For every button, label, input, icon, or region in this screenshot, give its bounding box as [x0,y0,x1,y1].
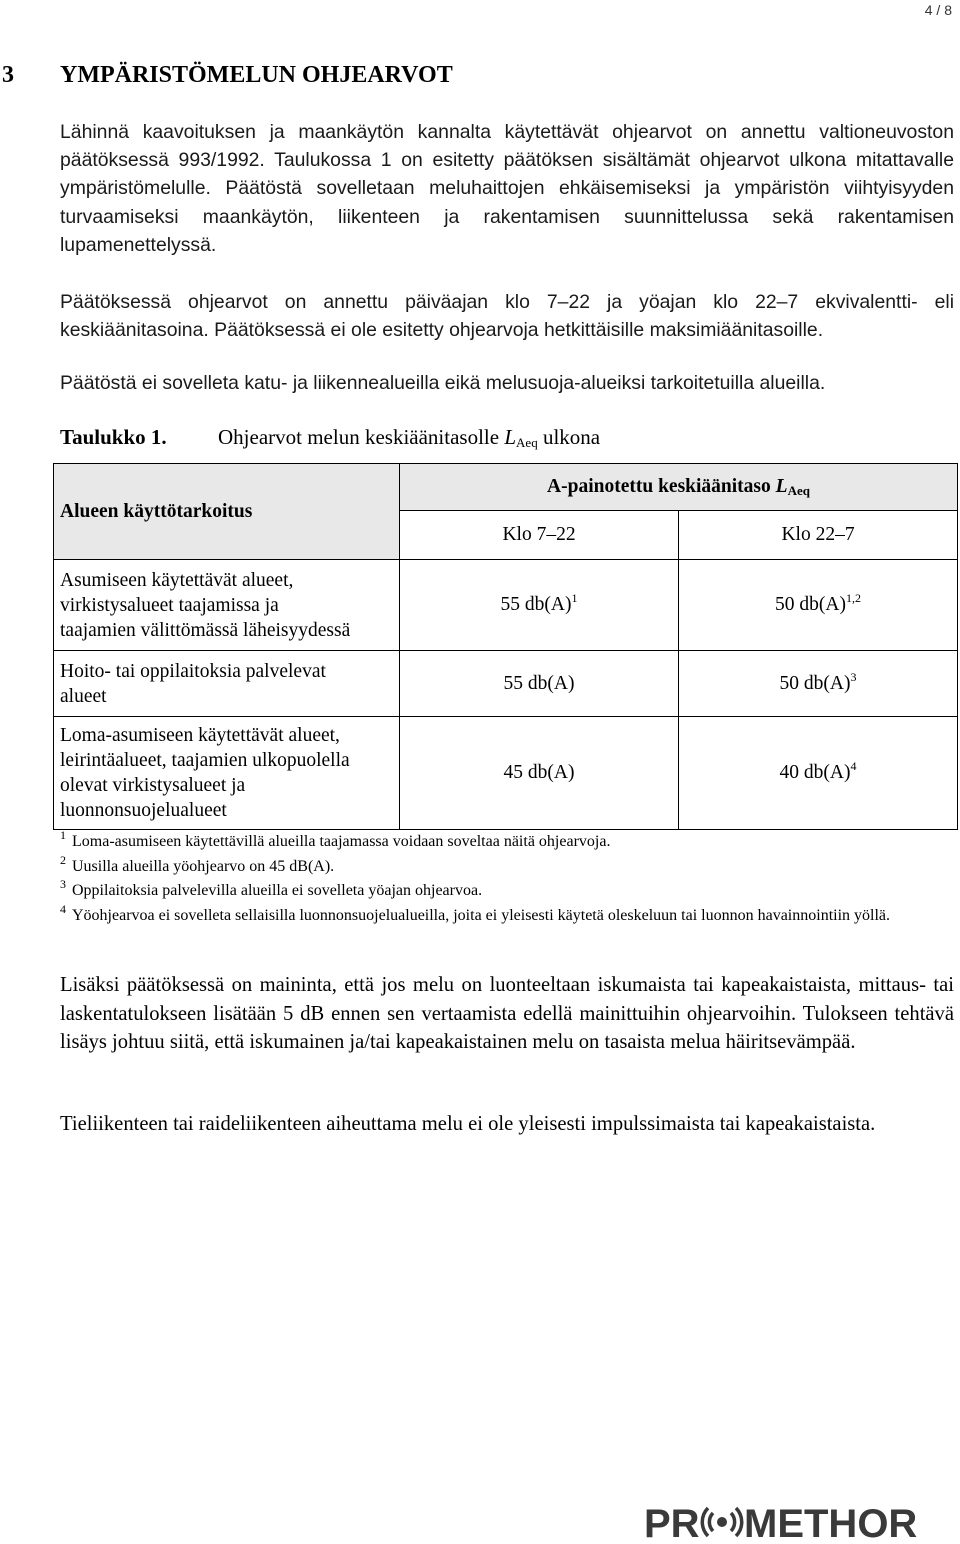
footnote: 1 Loma-asumiseen käytettävillä alueilla taajamassa voidaan soveltaa näitä ohjearvoja. [60,828,611,850]
footnote: 2 Uusilla alueilla yöohjearvo on 45 dB(A). [60,852,335,875]
caption-symbol: L [504,425,517,449]
noise-guideline-table [53,463,958,830]
table-caption-suffix: ulkona [542,425,601,449]
area-cell: Hoito- tai oppilaitoksia palvelevat alueet [54,651,400,717]
header-level-subscript: Aeq [787,483,810,498]
night-value-cell: 50 $db(A)^3$ [679,651,958,717]
paragraph-intro: Lähinnä kaavoituksen ja maankäytön kannalta käytettävät ohjearvot on annettu valtioneuvoston päätöksessä 993/1992. Taulukossa 1 on esitetty päätöksen sisältämät ohjearvot ulkona mitattavalle ympäristömelulle. Päätöstä sovelletaan meluhaittojen ehkäisemiseksi ja ympäristön viihtyisyyden turvaamiseksi maankäytön, liikenteen ja rakentamisen suunnittelussa sekä rakentamisen lupamenettelyssä. [60,121,954,256]
promethor-logo [644,1500,956,1544]
night-value-cell: 50 $db(A)^{1,2}$ [679,560,958,651]
page-number: 4 / 8 [924,2,952,18]
table-caption-label: Taulukko 1. [60,425,167,449]
table-footnotes [60,830,954,928]
day-value-cell: 45 db(A) [400,717,679,830]
table-row [54,560,958,651]
table-row [54,651,958,717]
day-value-cell: 55 $db(A)^1$ [400,560,679,651]
area-cell: Loma-asumiseen käytettävät alueet, leirintäalueet, taajamien ulkopuolella olevat virkistysalueet ja luonnonsuojelualueet [54,717,400,830]
header-area: Alueen käyttötarkoitus [60,500,253,522]
section-heading [0,62,960,89]
footnote: 3 Oppilaitoksia palvelevilla alueilla ei sovelleta yöajan ohjearvoa. [60,877,483,899]
paragraph-day-night: Päätöksessä ohjearvot on annettu päiväajan klo 7–22 ja yöajan klo 22–7 ekvivalentti- eli keskiäänitasoina. Päätöksessä ei ole esitetty ohjearvoja hetkittäisille maksimiäänitasoille. [60,291,954,342]
logo-text-left: PR [644,1502,700,1544]
signal-icon [702,1508,741,1536]
night-value-cell: 40 $db(A)^4$ [679,717,958,830]
paragraph-impulse-note: Lisäksi päätöksessä on maininta, että jos melu on luonteeltaan iskumaista tai kapeakaistaista, mittaus- tai laskentatulokseen lisätään 5 dB ennen sen vertaamista edellä mainittuihin ohjearvoihin. Tulokseen tehtävä lisäys johtuu siitä, että iskumainen ja/tai kapeakaistainen melu on tasaista melua häiritsevämpää. [60,974,954,1053]
header-level: A-painotettu keskiäänitaso [547,476,771,497]
col-night-header: Klo 22–7 [679,511,958,560]
paragraph-traffic-note: Tieliikenteen tai raideliikenteen aiheuttama melu ei ole yleisesti impulssimaista tai kapeakaistaista. [60,1113,876,1135]
col-day-header: Klo 7–22 [400,511,679,560]
logo-text-right: METHOR [744,1502,918,1544]
header-area-cell [54,464,400,560]
section-number: 3 [2,62,14,88]
section-title: YMPÄRISTÖMELUN OHJEARVOT [60,62,453,88]
footnote: 4 Yöohjearvoa ei sovelleta sellaisilla luonnonsuojelualueilla, joita ei yleisesti käytetä oleskeluun tai luonnon havainnointiin yöllä. [60,901,891,924]
day-value-cell: 55 db(A) [400,651,679,717]
table-caption [60,425,600,450]
table-row [54,717,958,830]
header-level-symbol: L [775,476,788,497]
paragraph-exclusions: Päätöstä ei sovelleta katu- ja liikennealueilla eikä melusuoja-alueiksi tarkoitetuilla alueilla. [60,372,826,394]
header-level-cell [400,464,958,511]
caption-subscript: Aeq [516,435,538,450]
area-cell: Asumiseen käytettävät alueet, virkistysalueet taajamissa ja taajamien välittömässä läheisyydessä [54,560,400,651]
table-caption-text: Ohjearvot melun keskiäänitasolle [218,425,500,449]
